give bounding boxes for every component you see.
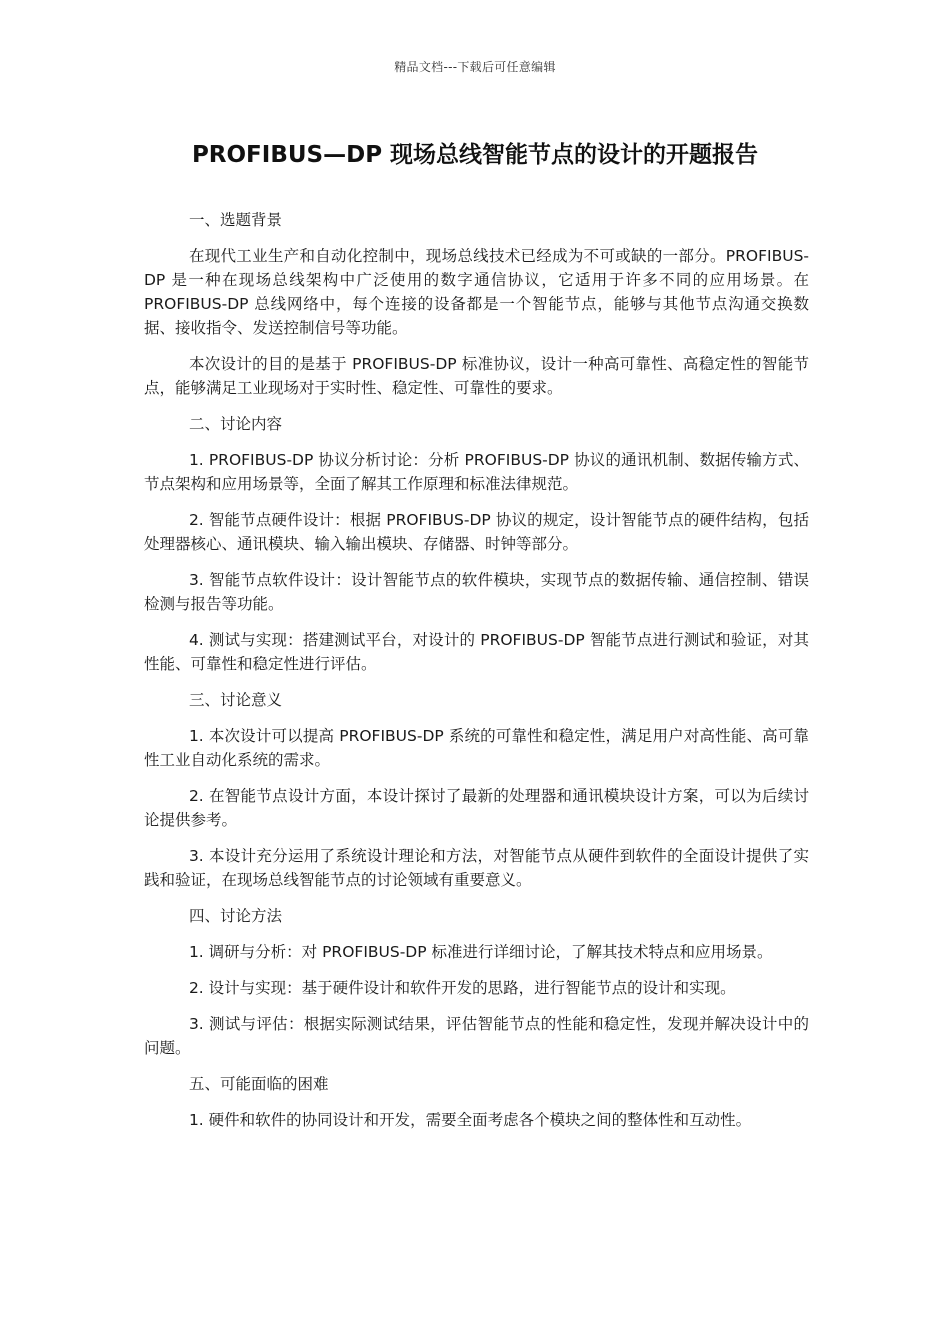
- list-item: 1. 硬件和软件的协同设计和开发，需要全面考虑各个模块之间的整体性和互动性。: [188, 1111, 752, 1129]
- paragraph: 在现代工业生产和自动化控制中，现场总线技术已经成为不可或缺的一部分。PROFIBUS-DP 是一种在现场总线架构中广泛使用的数字通信协议，它适用于许多不同的应用场景。在 PROFIBUS-DP 总线网络中，每个连接的设备都是一个智能节点，能够与其他节点沟通交换数据、接收指令、发送控制信号等功能。: [144, 247, 809, 337]
- list-item: 4. 测试与实现：搭建测试平台，对设计的 PROFIBUS-DP 智能节点进行测试和验证，对其性能、可靠性和稳定性进行评估。: [144, 631, 809, 673]
- section-heading-background: 一、选题背景: [188, 211, 282, 229]
- section-heading-content: 二、讨论内容: [188, 415, 282, 433]
- section-heading-significance: 三、讨论意义: [188, 691, 282, 709]
- paragraph: 本次设计的目的是基于 PROFIBUS-DP 标准协议，设计一种高可靠性、高稳定性的智能节点，能够满足工业现场对于实时性、稳定性、可靠性的要求。: [144, 355, 809, 397]
- list-item: 2. 在智能节点设计方面，本设计探讨了最新的处理器和通讯模块设计方案，可以为后续讨论提供参考。: [144, 787, 809, 829]
- header-note: 精品文档---下载后可任意编辑: [394, 60, 556, 74]
- list-item: 3. 智能节点软件设计：设计智能节点的软件模块，实现节点的数据传输、通信控制、错误检测与报告等功能。: [144, 571, 809, 613]
- list-item: 1. 调研与分析：对 PROFIBUS-DP 标准进行详细讨论，了解其技术特点和应用场景。: [188, 943, 773, 961]
- list-item: 2. 设计与实现：基于硬件设计和软件开发的思路，进行智能节点的设计和实现。: [188, 979, 736, 997]
- section-heading-methods: 四、讨论方法: [188, 907, 282, 925]
- document-title: PROFIBUS—DP 现场总线智能节点的设计的开题报告: [191, 142, 759, 168]
- list-item: 1. PROFIBUS-DP 协议分析讨论：分析 PROFIBUS-DP 协议的通讯机制、数据传输方式、节点架构和应用场景等，全面了解其工作原理和标准法律规范。: [144, 451, 809, 493]
- section-heading-difficulties: 五、可能面临的困难: [188, 1075, 329, 1093]
- list-item: 1. 本次设计可以提高 PROFIBUS-DP 系统的可靠性和稳定性，满足用户对高性能、高可靠性工业自动化系统的需求。: [144, 727, 809, 769]
- list-item: 2. 智能节点硬件设计：根据 PROFIBUS-DP 协议的规定，设计智能节点的硬件结构，包括处理器核心、通讯模块、输入输出模块、存储器、时钟等部分。: [144, 511, 809, 553]
- document-body: [144, 208, 809, 1144]
- list-item: 3. 测试与评估：根据实际测试结果，评估智能节点的性能和稳定性，发现并解决设计中的问题。: [144, 1015, 809, 1057]
- list-item: 3. 本设计充分运用了系统设计理论和方法，对智能节点从硬件到软件的全面设计提供了实践和验证，在现场总线智能节点的讨论领域有重要意义。: [144, 847, 809, 889]
